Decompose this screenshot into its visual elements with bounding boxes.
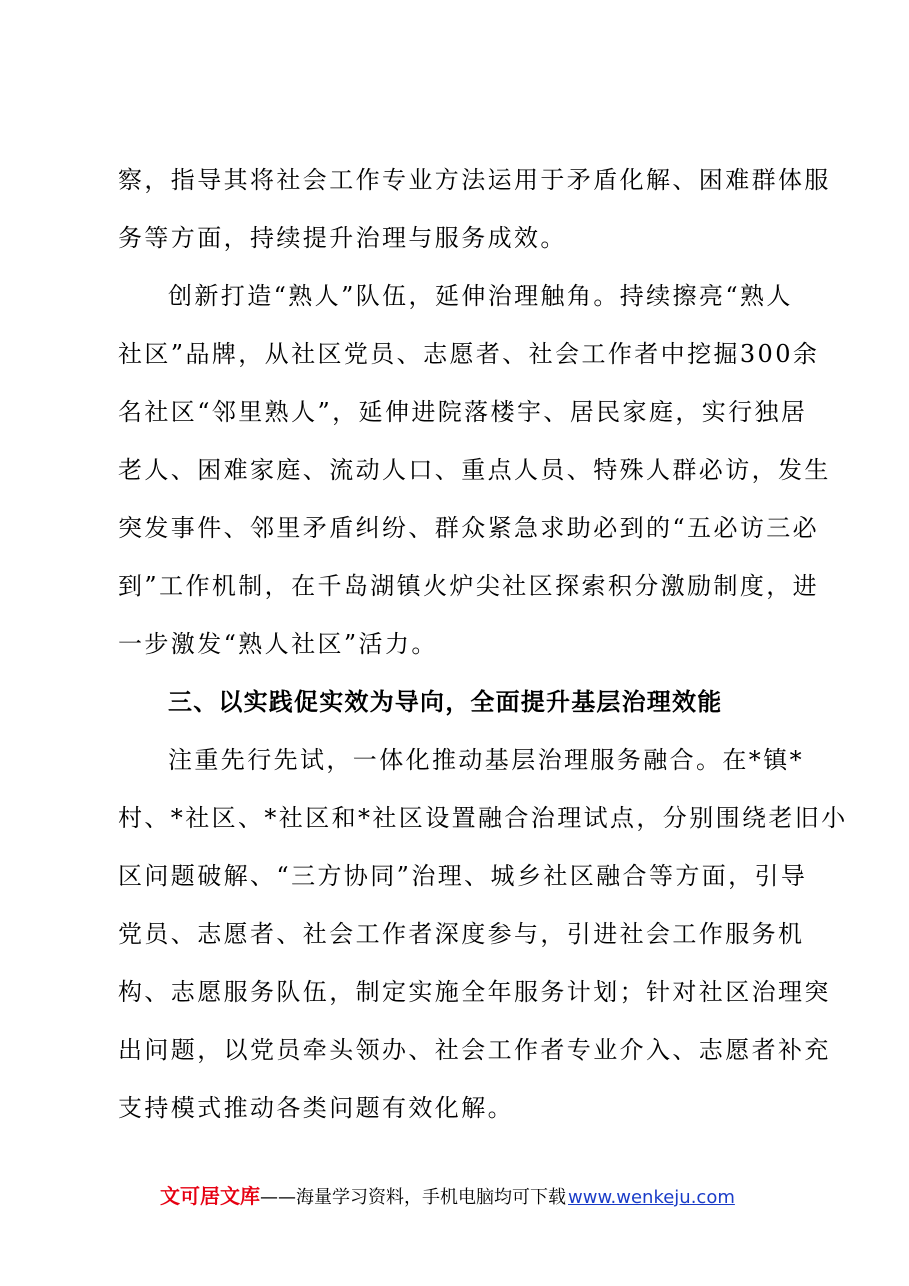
paragraph-line: 到”工作机制，在千岛湖镇火炉尖社区探索积分激励制度，进 bbox=[118, 572, 820, 600]
paragraph-line: 社区”品牌，从社区党员、志愿者、社会工作者中挖掘300余 bbox=[118, 340, 820, 368]
paragraph-line: 创新打造“熟人”队伍，延伸治理触角。持续擦亮“熟人 bbox=[168, 282, 793, 310]
footer-tagline: 海量学习资料，手机电脑均可下载 bbox=[296, 1187, 566, 1208]
paragraph-line: 老人、困难家庭、流动人口、重点人员、特殊人群必访，发生 bbox=[118, 456, 831, 484]
paragraph-line: 务等方面，持续提升治理与服务成效。 bbox=[118, 224, 567, 252]
paragraph-line: 村、*社区、*社区和*社区设置融合治理试点，分别围绕老旧小 bbox=[118, 804, 848, 832]
footer-brand: 文可居文库 bbox=[160, 1184, 260, 1208]
paragraph-line: 区问题破解、“三方协同”治理、城乡社区融合等方面，引导 bbox=[118, 862, 808, 890]
paragraph-line: 注重先行先试，一体化推动基层治理服务融合。在*镇* bbox=[168, 746, 804, 774]
paragraph-line: 出问题，以党员牵头领办、社会工作者专业介入、志愿者补充 bbox=[118, 1036, 831, 1064]
paragraph-line: 一步激发“熟人社区”活力。 bbox=[118, 630, 438, 658]
paragraph-line: 察，指导其将社会工作专业方法运用于矛盾化解、困难群体服 bbox=[118, 166, 831, 194]
paragraph-line: 构、志愿服务队伍，制定实施全年服务计划；针对社区治理突 bbox=[118, 978, 831, 1006]
paragraph-line: 党员、志愿者、社会工作者深度参与，引进社会工作服务机 bbox=[118, 920, 805, 948]
footer-website-link[interactable]: www.wenkeju.com bbox=[568, 1187, 735, 1208]
footer-banner bbox=[160, 1183, 735, 1211]
paragraph-line: 突发事件、邻里矛盾纠纷、群众紧急求助必到的“五必访三必 bbox=[118, 514, 820, 542]
footer-dash: —— bbox=[260, 1187, 296, 1208]
paragraph-line: 名社区“邻里熟人”，延伸进院落楼宇、居民家庭，实行独居 bbox=[118, 398, 808, 426]
section-heading: 三、以实践促实效为导向，全面提升基层治理效能 bbox=[168, 688, 723, 716]
paragraph-line: 支持模式推动各类问题有效化解。 bbox=[118, 1094, 514, 1122]
